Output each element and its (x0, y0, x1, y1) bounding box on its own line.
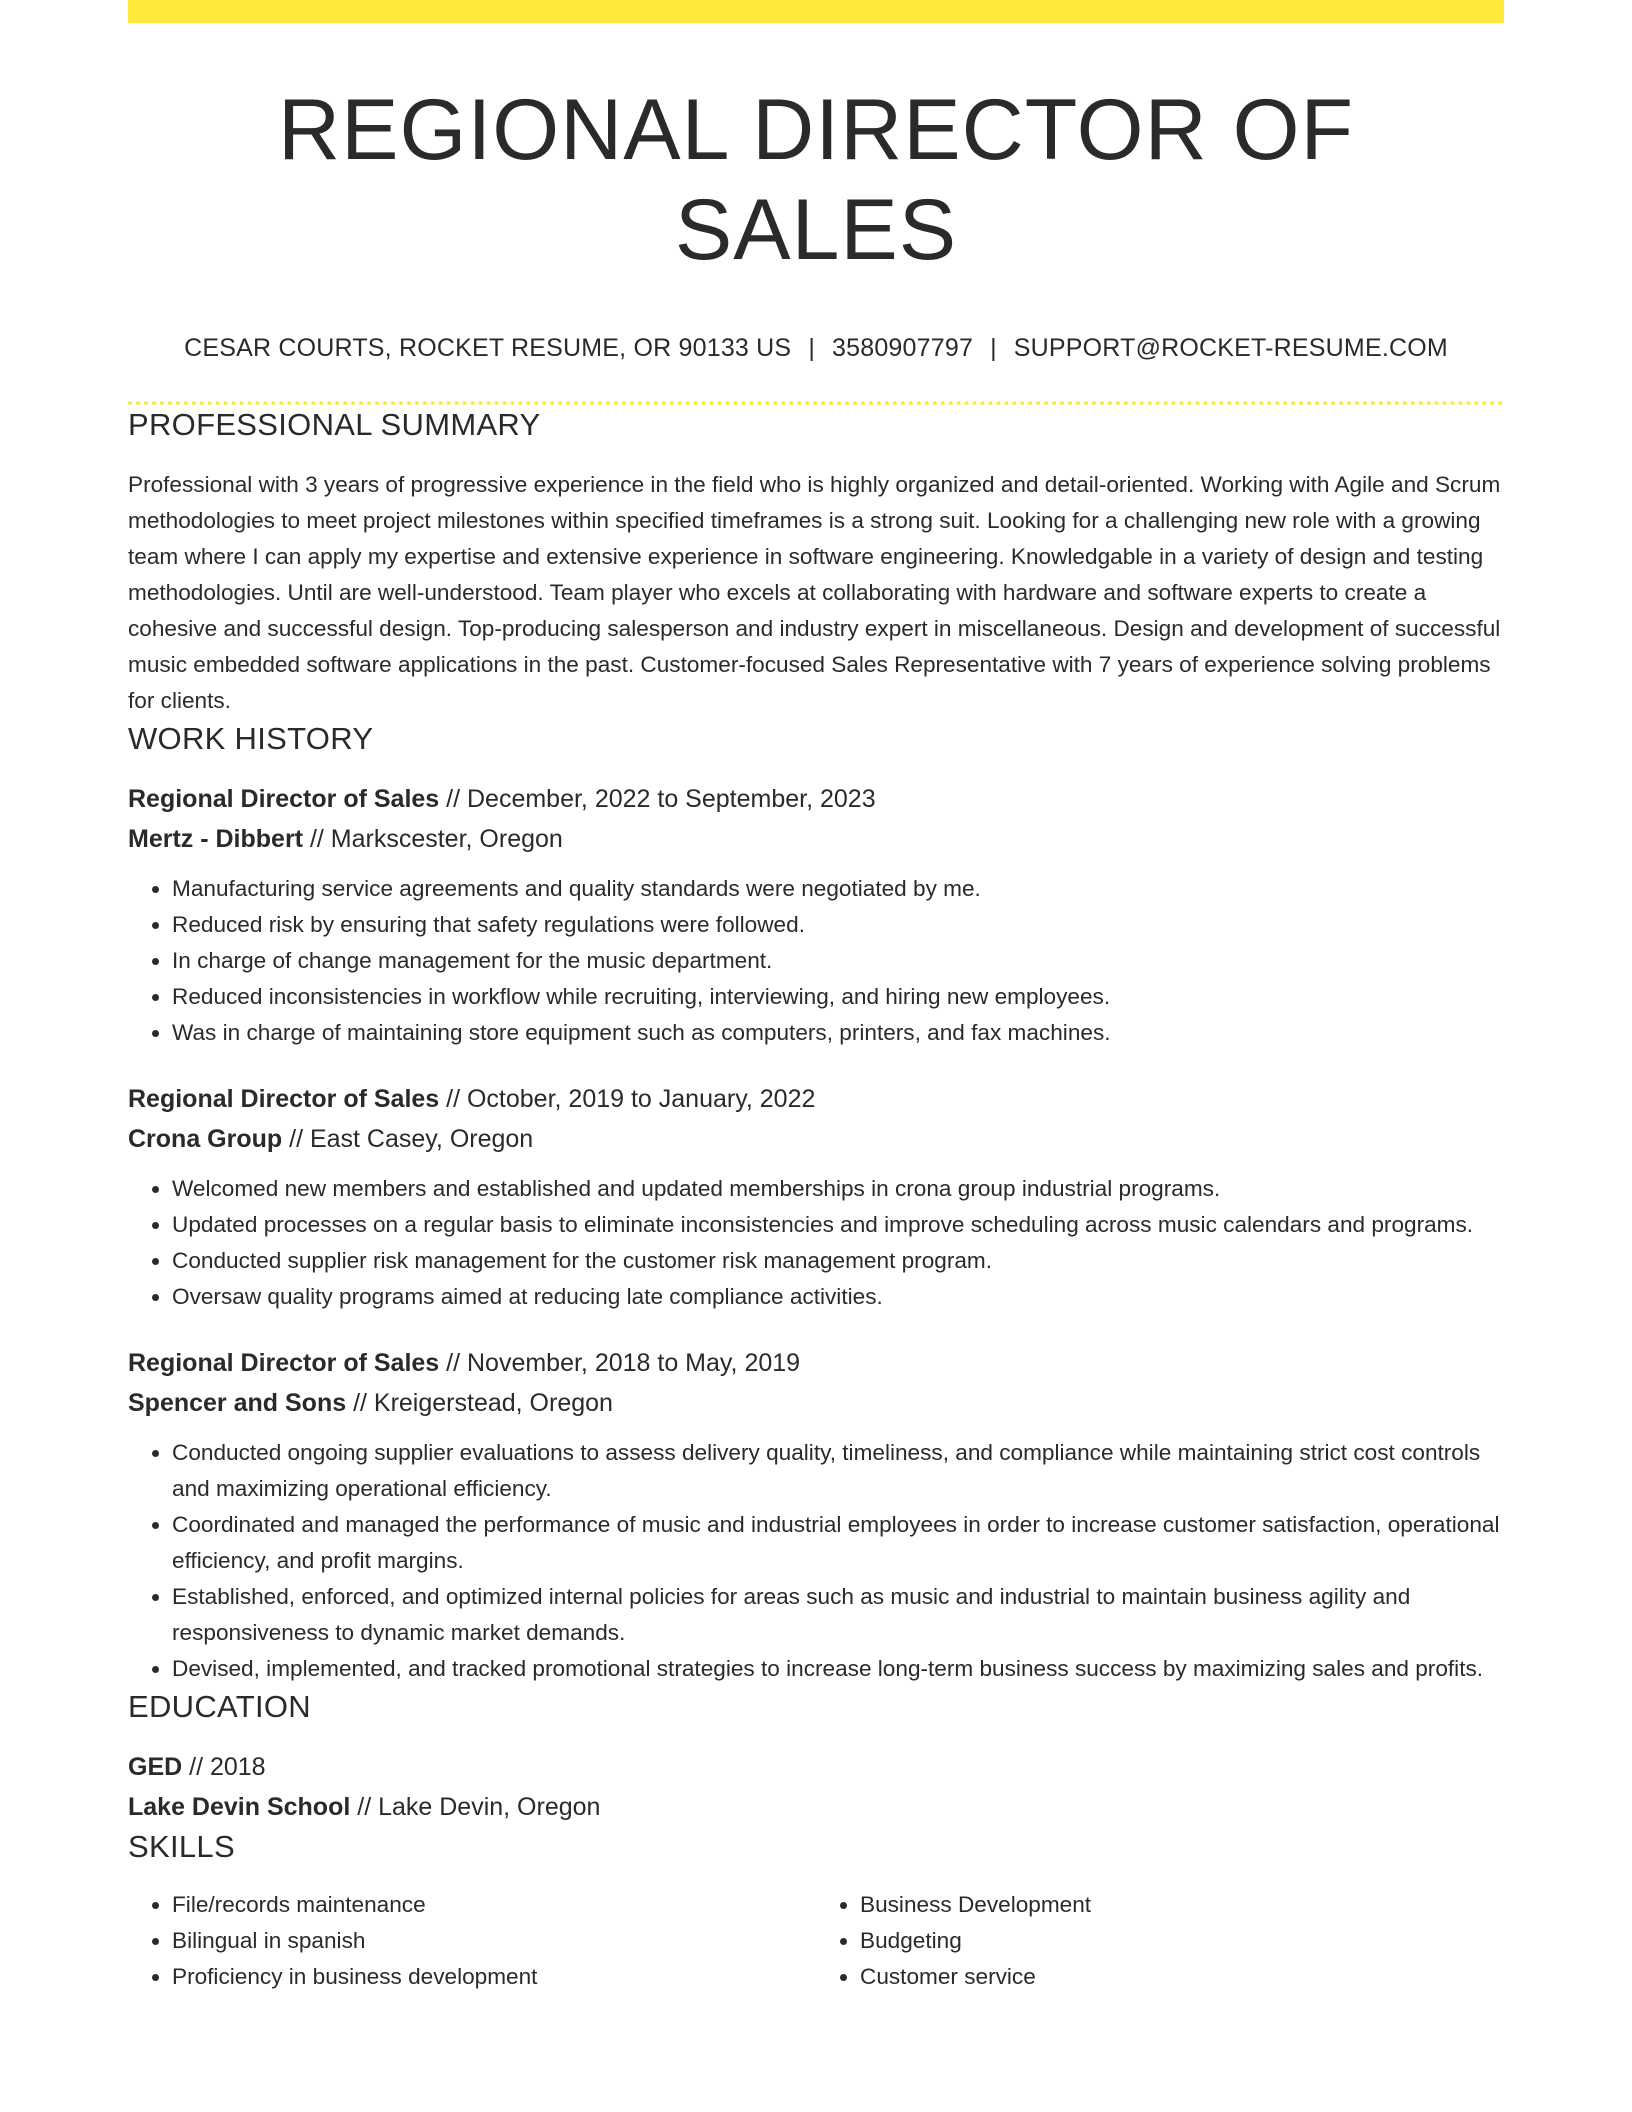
skills-list-right (816, 1887, 1504, 1995)
job-company-line (128, 819, 1504, 859)
skill-item: • Budgeting (860, 1923, 1504, 1959)
education-section-title: EDUCATION (128, 1689, 311, 1724)
contact-address: CESAR COURTS, ROCKET RESUME, OR 90133 US (184, 334, 792, 362)
job-role-line (128, 779, 1504, 819)
job-location: // Markscester, Oregon (303, 825, 563, 853)
job-bullet: • Manufacturing service agreements and quality standards were negotiated by me. (172, 871, 1504, 907)
summary-section-title: PROFESSIONAL SUMMARY (128, 407, 541, 442)
job-bullet: • Coordinated and managed the performance of music and industrial employees in order to increase customer satisfaction, operational efficiency, and profit margins. (172, 1507, 1504, 1579)
job-entry (128, 1079, 1504, 1315)
education-degree-line (128, 1747, 1504, 1787)
job-role: Regional Director of Sales (128, 1085, 440, 1113)
contact-line (128, 332, 1504, 364)
skills-columns (128, 1887, 1504, 1995)
job-bullet-list (128, 1435, 1504, 1687)
education-school-line (128, 1787, 1504, 1827)
skill-item: • Business Development (860, 1887, 1504, 1923)
education-school: Lake Devin School (128, 1793, 351, 1821)
job-company-line (128, 1119, 1504, 1159)
skill-item: • Proficiency in business development (172, 1959, 816, 1995)
job-company: Mertz - Dibbert (128, 825, 303, 853)
job-entry (128, 779, 1504, 1051)
job-bullet: • In charge of change management for the music department. (172, 943, 1504, 979)
job-bullet: • Reduced risk by ensuring that safety regulations were followed. (172, 907, 1504, 943)
education-year: // 2018 (182, 1753, 266, 1781)
job-bullet: • Established, enforced, and optimized internal policies for areas such as music and industrial to maintain business agility and responsiveness to dynamic market demands. (172, 1579, 1504, 1651)
job-role: Regional Director of Sales (128, 1349, 440, 1377)
job-bullet: • Conducted supplier risk management for the customer risk management program. (172, 1243, 1504, 1279)
job-dates: // December, 2022 to September, 2023 (439, 785, 876, 813)
job-bullet: • Devised, implemented, and tracked promotional strategies to increase long-term business success by maximizing sales and profits. (172, 1651, 1504, 1687)
accent-top-bar (128, 0, 1504, 23)
skills-list-left (128, 1887, 816, 1995)
contact-phone: 3580907797 (832, 334, 974, 362)
education-degree: GED (128, 1753, 183, 1781)
job-location: // East Casey, Oregon (282, 1125, 534, 1153)
job-company-line (128, 1383, 1504, 1423)
resume-page (128, 0, 1504, 1995)
skill-item: • File/records maintenance (172, 1887, 816, 1923)
job-bullet: • Welcomed new members and established and updated memberships in crona group industrial programs. (172, 1171, 1504, 1207)
contact-separator: | (808, 334, 816, 362)
job-role: Regional Director of Sales (128, 785, 440, 813)
skill-item: • Bilingual in spanish (172, 1923, 816, 1959)
job-bullet: • Reduced inconsistencies in workflow while recruiting, interviewing, and hiring new employees. (172, 979, 1504, 1015)
education-location: // Lake Devin, Oregon (350, 1793, 601, 1821)
skills-section-title: SKILLS (128, 1829, 235, 1864)
job-bullet: • Was in charge of maintaining store equipment such as computers, printers, and fax machines. (172, 1015, 1504, 1051)
job-role-line (128, 1343, 1504, 1383)
contact-separator: | (990, 334, 997, 362)
job-bullet-list (128, 871, 1504, 1051)
job-bullet: • Updated processes on a regular basis to eliminate inconsistencies and improve scheduling across music calendars and programs. (172, 1207, 1504, 1243)
summary-paragraph: Professional with 3 years of progressive experience in the field who is highly organized and detail-oriented. Working with Agile and Scrum methodologies to meet project milestones within specified timeframes is a strong suit. Looking for a challenging new role with a growing team where I can apply my expertise and extensive experience in software engineering. Knowledgable in a variety of design and testing methodologies. Until are well-understood. Team player who excels at collaborating with hardware and software experts to create a cohesive and successful design. Top-producing salesperson and industry expert in miscellaneous. Design and development of successful music embedded software applications in the past. Customer-focused Sales Representative with 7 years of experience solving problems for clients. (128, 472, 1501, 713)
job-entry (128, 1343, 1504, 1687)
resume-name-heading: REGIONAL DIRECTOR OF SALES (277, 82, 1355, 278)
job-location: // Kreigerstead, Oregon (346, 1389, 613, 1417)
work-history-section-title: WORK HISTORY (128, 721, 374, 756)
job-company: Crona Group (128, 1125, 283, 1153)
skill-item: • Customer service (860, 1959, 1504, 1995)
job-bullet-list (128, 1171, 1504, 1315)
job-dates: // November, 2018 to May, 2019 (439, 1349, 801, 1377)
contact-email: SUPPORT@ROCKET-RESUME.COM (1013, 334, 1448, 362)
job-company: Spencer and Sons (128, 1389, 347, 1417)
job-role-line (128, 1079, 1504, 1119)
job-bullet: • Oversaw quality programs aimed at reducing late compliance activities. (172, 1279, 1504, 1315)
job-dates: // October, 2019 to January, 2022 (439, 1085, 816, 1113)
job-bullet: • Conducted ongoing supplier evaluations to assess delivery quality, timeliness, and compliance while maintaining strict cost controls and maximizing operational efficiency. (172, 1435, 1504, 1507)
